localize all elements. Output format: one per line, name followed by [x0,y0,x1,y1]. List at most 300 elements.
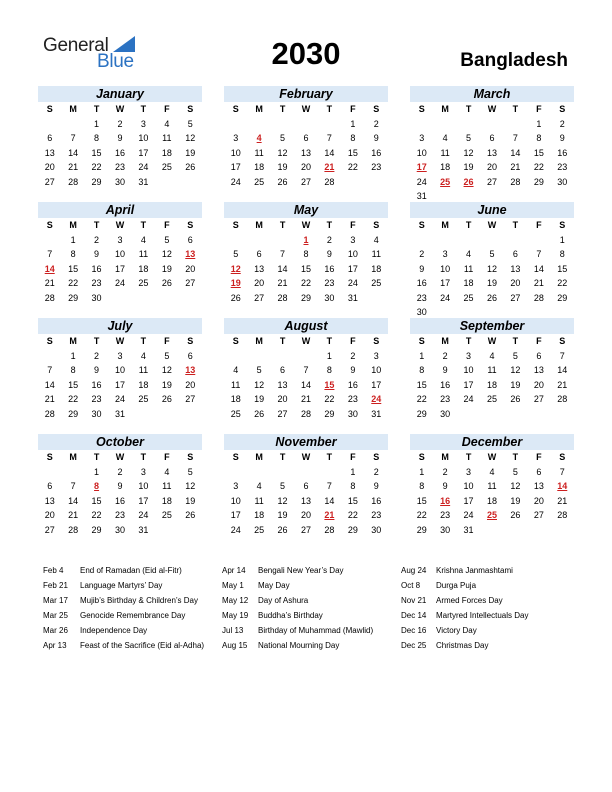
day-cell: 27 [44,176,55,187]
day-cell: 31 [114,408,125,419]
day-cell: 10 [440,263,451,274]
holiday-row [43,566,182,581]
day-cell: 13 [254,263,265,274]
holiday-name: Feast of the Sacrifice (Eid al-Adha) [80,641,205,650]
weekday-label: T [93,220,100,230]
day-cell: 7 [47,365,53,375]
day-cell: 29 [533,176,544,187]
day-cell: 18 [138,379,149,390]
weekday-label: S [418,452,425,462]
weekday-label: W [487,452,497,462]
month-title: December [410,434,574,450]
holiday-row [222,581,290,596]
holiday-row [401,596,503,611]
day-cell: 7 [47,249,53,259]
day-cell: 7 [559,466,565,477]
empty-cell [61,465,84,480]
day-cell: 13 [533,481,544,491]
day-cell: 20 [185,379,196,390]
day-cell: 18 [161,495,172,506]
holiday-date: Apr 14 [222,566,246,575]
day-cell: 3 [233,133,239,143]
day-cell: 25 [138,278,149,288]
day-cell: 21 [533,278,544,288]
weekday-label: T [93,336,100,346]
weekday-label: S [373,452,380,462]
holiday-name: Krishna Janmashtami [436,566,513,575]
day-cell: 4 [256,481,262,491]
holiday-name: Independence Day [80,626,148,635]
weekday-label: S [418,336,425,346]
weekday-label: W [115,220,125,230]
weekday-label: M [69,452,77,462]
day-cell: 19 [510,495,521,506]
empty-cell [224,465,247,480]
day-cell: 28 [510,176,521,187]
day-cell: 14 [277,263,288,274]
weekday-label: M [441,452,449,462]
holiday-column [222,566,374,656]
holiday-day-cell: 13 [185,365,196,375]
day-cell: 19 [463,162,474,172]
day-cell: 20 [44,510,55,520]
country-title: Bangladesh [460,50,568,71]
day-cell: 4 [489,466,495,477]
day-cell: 24 [138,510,149,520]
holiday-name: National Mourning Day [258,641,340,650]
day-cell: 12 [463,147,474,158]
day-cell: 5 [512,466,518,477]
day-cell: 15 [91,147,102,158]
weekday-label: W [487,220,497,230]
weekday-label: T [326,452,333,462]
day-cell: 4 [489,350,495,361]
day-cell: 15 [91,495,102,506]
holiday-name: Birthday of Muhammad (Mawlid) [258,626,374,635]
day-cell: 19 [161,379,172,390]
weekday-label: W [115,104,125,114]
day-cell: 9 [326,249,332,259]
day-cell: 29 [300,292,311,303]
day-cell: 30 [91,292,102,303]
weekday-label: S [559,336,566,346]
day-cell: 24 [114,278,125,288]
day-cell: 13 [486,147,497,158]
holiday-date: Aug 15 [222,641,248,650]
day-cell: 17 [230,510,241,520]
day-cell: 10 [138,133,149,143]
day-cell: 8 [350,133,356,143]
day-cell: 28 [68,524,79,535]
holiday-day-cell: 26 [463,176,474,187]
weekday-label: T [512,336,519,346]
day-cell: 12 [510,365,521,375]
day-cell: 12 [486,263,497,274]
empty-cell [410,233,433,248]
day-cell: 13 [44,147,55,158]
holiday-row [401,641,489,656]
weekday-label: T [326,336,333,346]
month-may [224,202,388,305]
day-cell: 9 [559,133,565,143]
day-cell: 14 [324,147,335,158]
day-cell: 25 [463,292,474,303]
weekday-label: S [559,104,566,114]
day-cell: 19 [277,162,288,172]
day-cell: 11 [138,365,149,375]
day-cell: 16 [440,379,451,390]
holiday-name: Mujib’s Birthday & Children’s Day [80,596,198,605]
weekday-label: M [255,104,263,114]
day-cell: 6 [303,481,309,491]
empty-cell [247,349,270,364]
day-cell: 30 [371,524,382,535]
day-cell: 30 [347,408,358,419]
month-title: April [38,202,202,218]
day-cell: 30 [114,524,125,535]
holiday-name: Martyred Intellectuals Day [436,611,529,620]
day-cell: 11 [254,147,264,158]
holiday-date: Dec 25 [401,641,427,650]
holiday-date: Aug 24 [401,566,427,575]
day-cell: 30 [557,176,568,187]
day-cell: 5 [280,481,286,491]
day-cell: 22 [557,278,568,288]
day-cell: 27 [486,176,497,187]
weekday-label: M [441,336,449,346]
day-cell: 7 [559,350,565,361]
day-cell: 13 [44,495,55,506]
holiday-day-cell: 8 [94,481,100,491]
day-cell: 15 [68,263,79,274]
day-cell: 7 [326,133,332,143]
day-cell: 28 [44,292,55,303]
weekday-label: W [487,104,497,114]
empty-cell [271,349,294,364]
weekday-label: M [255,220,263,230]
holiday-row [43,611,186,626]
day-cell: 22 [416,510,427,520]
day-cell: 19 [486,278,497,288]
empty-cell [38,465,61,480]
day-cell: 27 [510,292,521,303]
day-cell: 10 [371,365,382,375]
day-cell: 17 [114,263,125,274]
day-cell: 16 [91,379,102,390]
weekday-label: F [350,452,356,462]
day-cell: 2 [419,249,425,259]
day-cell: 25 [161,162,172,172]
holiday-name: May Day [258,581,290,590]
day-cell: 12 [254,379,265,390]
day-cell: 1 [94,466,100,477]
weekday-label: T [279,104,286,114]
holiday-date: Mar 25 [43,611,68,620]
month-october [38,434,202,537]
day-cell: 18 [440,162,451,172]
day-cell: 23 [91,278,102,288]
holiday-day-cell: 12 [230,263,241,274]
day-cell: 8 [70,365,76,375]
holiday-day-cell: 24 [371,394,382,404]
day-cell: 26 [230,292,241,303]
month-july [38,318,202,421]
day-cell: 22 [68,278,79,288]
month-april [38,202,202,305]
day-cell: 5 [233,249,239,259]
day-cell: 19 [510,379,521,390]
day-cell: 18 [138,263,149,274]
day-cell: 25 [230,408,241,419]
day-cell: 16 [114,147,125,158]
day-grid [410,450,574,537]
weekday-label: S [187,220,194,230]
weekday-label: M [69,220,77,230]
day-cell: 22 [91,162,102,172]
day-cell: 8 [536,133,542,143]
day-cell: 17 [347,263,358,274]
weekday-label: S [232,336,239,346]
empty-cell [224,117,247,132]
day-cell: 23 [440,510,451,520]
weekday-label: M [255,452,263,462]
day-cell: 20 [254,278,265,288]
month-december [410,434,574,537]
day-cell: 1 [326,350,332,361]
day-cell: 1 [350,466,356,477]
day-cell: 18 [161,147,172,158]
day-cell: 3 [117,350,123,361]
day-cell: 27 [254,292,265,303]
day-cell: 21 [44,278,55,288]
day-cell: 4 [373,234,379,245]
day-cell: 5 [256,365,262,375]
month-september [410,318,574,421]
day-cell: 17 [230,162,241,172]
day-cell: 15 [347,147,358,158]
holiday-row [222,566,344,581]
day-cell: 2 [442,466,448,477]
day-cell: 6 [303,133,309,143]
day-cell: 3 [233,481,239,491]
day-cell: 2 [94,350,100,361]
day-cell: 20 [510,278,521,288]
day-cell: 7 [70,133,76,143]
day-cell: 9 [350,365,356,375]
weekday-label: T [140,452,147,462]
weekday-label: S [373,104,380,114]
day-cell: 8 [94,133,100,143]
day-cell: 19 [185,147,196,158]
weekday-label: F [536,336,542,346]
holiday-name: Buddha’s Birthday [258,611,323,620]
day-cell: 10 [230,147,241,158]
day-cell: 14 [324,495,335,506]
day-cell: 25 [371,278,382,288]
day-cell: 31 [371,408,382,419]
day-cell: 9 [117,481,123,491]
weekday-label: T [512,104,519,114]
day-cell: 12 [185,133,196,143]
day-cell: 21 [510,162,521,172]
month-november [224,434,388,537]
day-cell: 21 [300,394,311,404]
weekday-label: T [512,220,519,230]
holiday-name: Victory Day [436,626,477,635]
day-cell: 20 [185,263,196,274]
weekday-label: M [69,104,77,114]
weekday-label: S [232,452,239,462]
day-cell: 20 [533,495,544,506]
weekday-label: W [301,336,311,346]
holiday-date: Dec 16 [401,626,427,635]
day-cell: 19 [254,394,265,404]
holiday-date: Mar 17 [43,596,68,605]
day-cell: 10 [114,249,125,259]
day-cell: 26 [486,292,497,303]
day-cell: 9 [94,365,100,375]
day-cell: 21 [44,394,55,404]
day-cell: 18 [254,510,265,520]
day-cell: 12 [185,481,196,491]
day-cell: 16 [91,263,102,274]
weekday-label: T [279,452,286,462]
day-cell: 19 [161,263,172,274]
day-cell: 13 [533,365,544,375]
day-cell: 12 [277,147,288,158]
day-cell: 4 [466,249,472,259]
day-cell: 10 [138,481,149,491]
holiday-date: Oct 8 [401,581,421,590]
day-cell: 26 [254,408,265,419]
day-cell: 9 [373,481,379,491]
day-cell: 28 [533,292,544,303]
day-cell: 20 [300,510,311,520]
day-cell: 17 [371,379,382,390]
weekday-label: S [559,452,566,462]
day-cell: 24 [463,394,474,404]
day-cell: 3 [419,133,425,143]
empty-cell [247,117,270,132]
day-cell: 2 [559,118,565,129]
weekday-label: S [187,104,194,114]
day-grid [224,450,388,537]
holiday-day-cell: 14 [44,263,55,274]
month-title: August [224,318,388,334]
holiday-name: Genocide Remembrance Day [80,611,186,620]
day-cell: 28 [44,408,55,419]
day-cell: 18 [486,495,497,506]
day-cell: 16 [324,263,335,274]
day-cell: 30 [416,307,427,317]
day-cell: 2 [350,350,356,361]
holiday-name: End of Ramadan (Eid al-Fitr) [80,566,182,575]
day-cell: 28 [277,292,288,303]
day-cell: 14 [68,147,79,158]
day-cell: 6 [187,350,193,361]
day-cell: 1 [350,118,356,129]
day-cell: 7 [280,249,286,259]
day-cell: 8 [303,249,309,259]
holiday-date: Jul 13 [222,626,244,635]
holiday-row [401,566,513,581]
day-cell: 8 [326,365,332,375]
day-cell: 22 [533,162,544,172]
day-cell: 5 [512,350,518,361]
day-cell: 2 [94,234,100,245]
day-cell: 25 [486,394,497,404]
day-cell: 15 [68,379,79,390]
empty-cell [294,465,317,480]
day-cell: 19 [277,510,288,520]
holiday-row [222,596,309,611]
day-cell: 4 [442,133,448,143]
day-cell: 5 [164,234,170,245]
day-cell: 22 [91,510,102,520]
day-cell: 24 [114,394,125,404]
day-cell: 13 [277,379,288,390]
weekday-label: S [373,336,380,346]
day-cell: 1 [70,350,76,361]
day-cell: 30 [91,408,102,419]
day-cell: 11 [463,263,474,274]
day-cell: 20 [277,394,288,404]
day-cell: 15 [300,263,311,274]
day-cell: 29 [416,408,427,419]
weekday-label: F [164,452,170,462]
day-cell: 1 [536,118,542,129]
logo-general-text: General [43,35,109,56]
day-cell: 13 [300,495,311,506]
holiday-date: Feb 4 [43,566,64,575]
weekday-label: S [187,452,194,462]
holiday-day-cell: 21 [324,510,335,520]
empty-cell [294,117,317,132]
day-cell: 17 [138,147,149,158]
day-cell: 15 [533,147,544,158]
holiday-day-cell: 21 [324,162,335,172]
day-cell: 14 [300,379,311,390]
day-cell: 28 [557,510,568,520]
day-cell: 25 [138,394,149,404]
weekday-label: T [140,336,147,346]
day-cell: 19 [185,495,196,506]
month-title: November [224,434,388,450]
day-cell: 23 [91,394,102,404]
day-cell: 12 [277,495,288,506]
empty-cell [433,233,456,248]
day-cell: 6 [489,133,495,143]
month-title: January [38,86,202,102]
month-june [410,202,574,320]
holiday-column [43,566,205,656]
day-cell: 10 [416,147,427,158]
weekday-label: S [373,220,380,230]
day-cell: 24 [347,278,358,288]
day-cell: 26 [510,510,521,520]
day-cell: 8 [419,481,425,491]
day-cell: 17 [440,278,451,288]
day-cell: 2 [373,466,379,477]
day-cell: 20 [486,162,497,172]
day-cell: 6 [536,350,542,361]
day-cell: 27 [185,394,196,404]
day-cell: 13 [510,263,521,274]
weekday-label: T [93,452,100,462]
weekday-label: F [536,220,542,230]
holiday-day-cell: 4 [256,133,262,143]
day-cell: 26 [277,524,288,535]
